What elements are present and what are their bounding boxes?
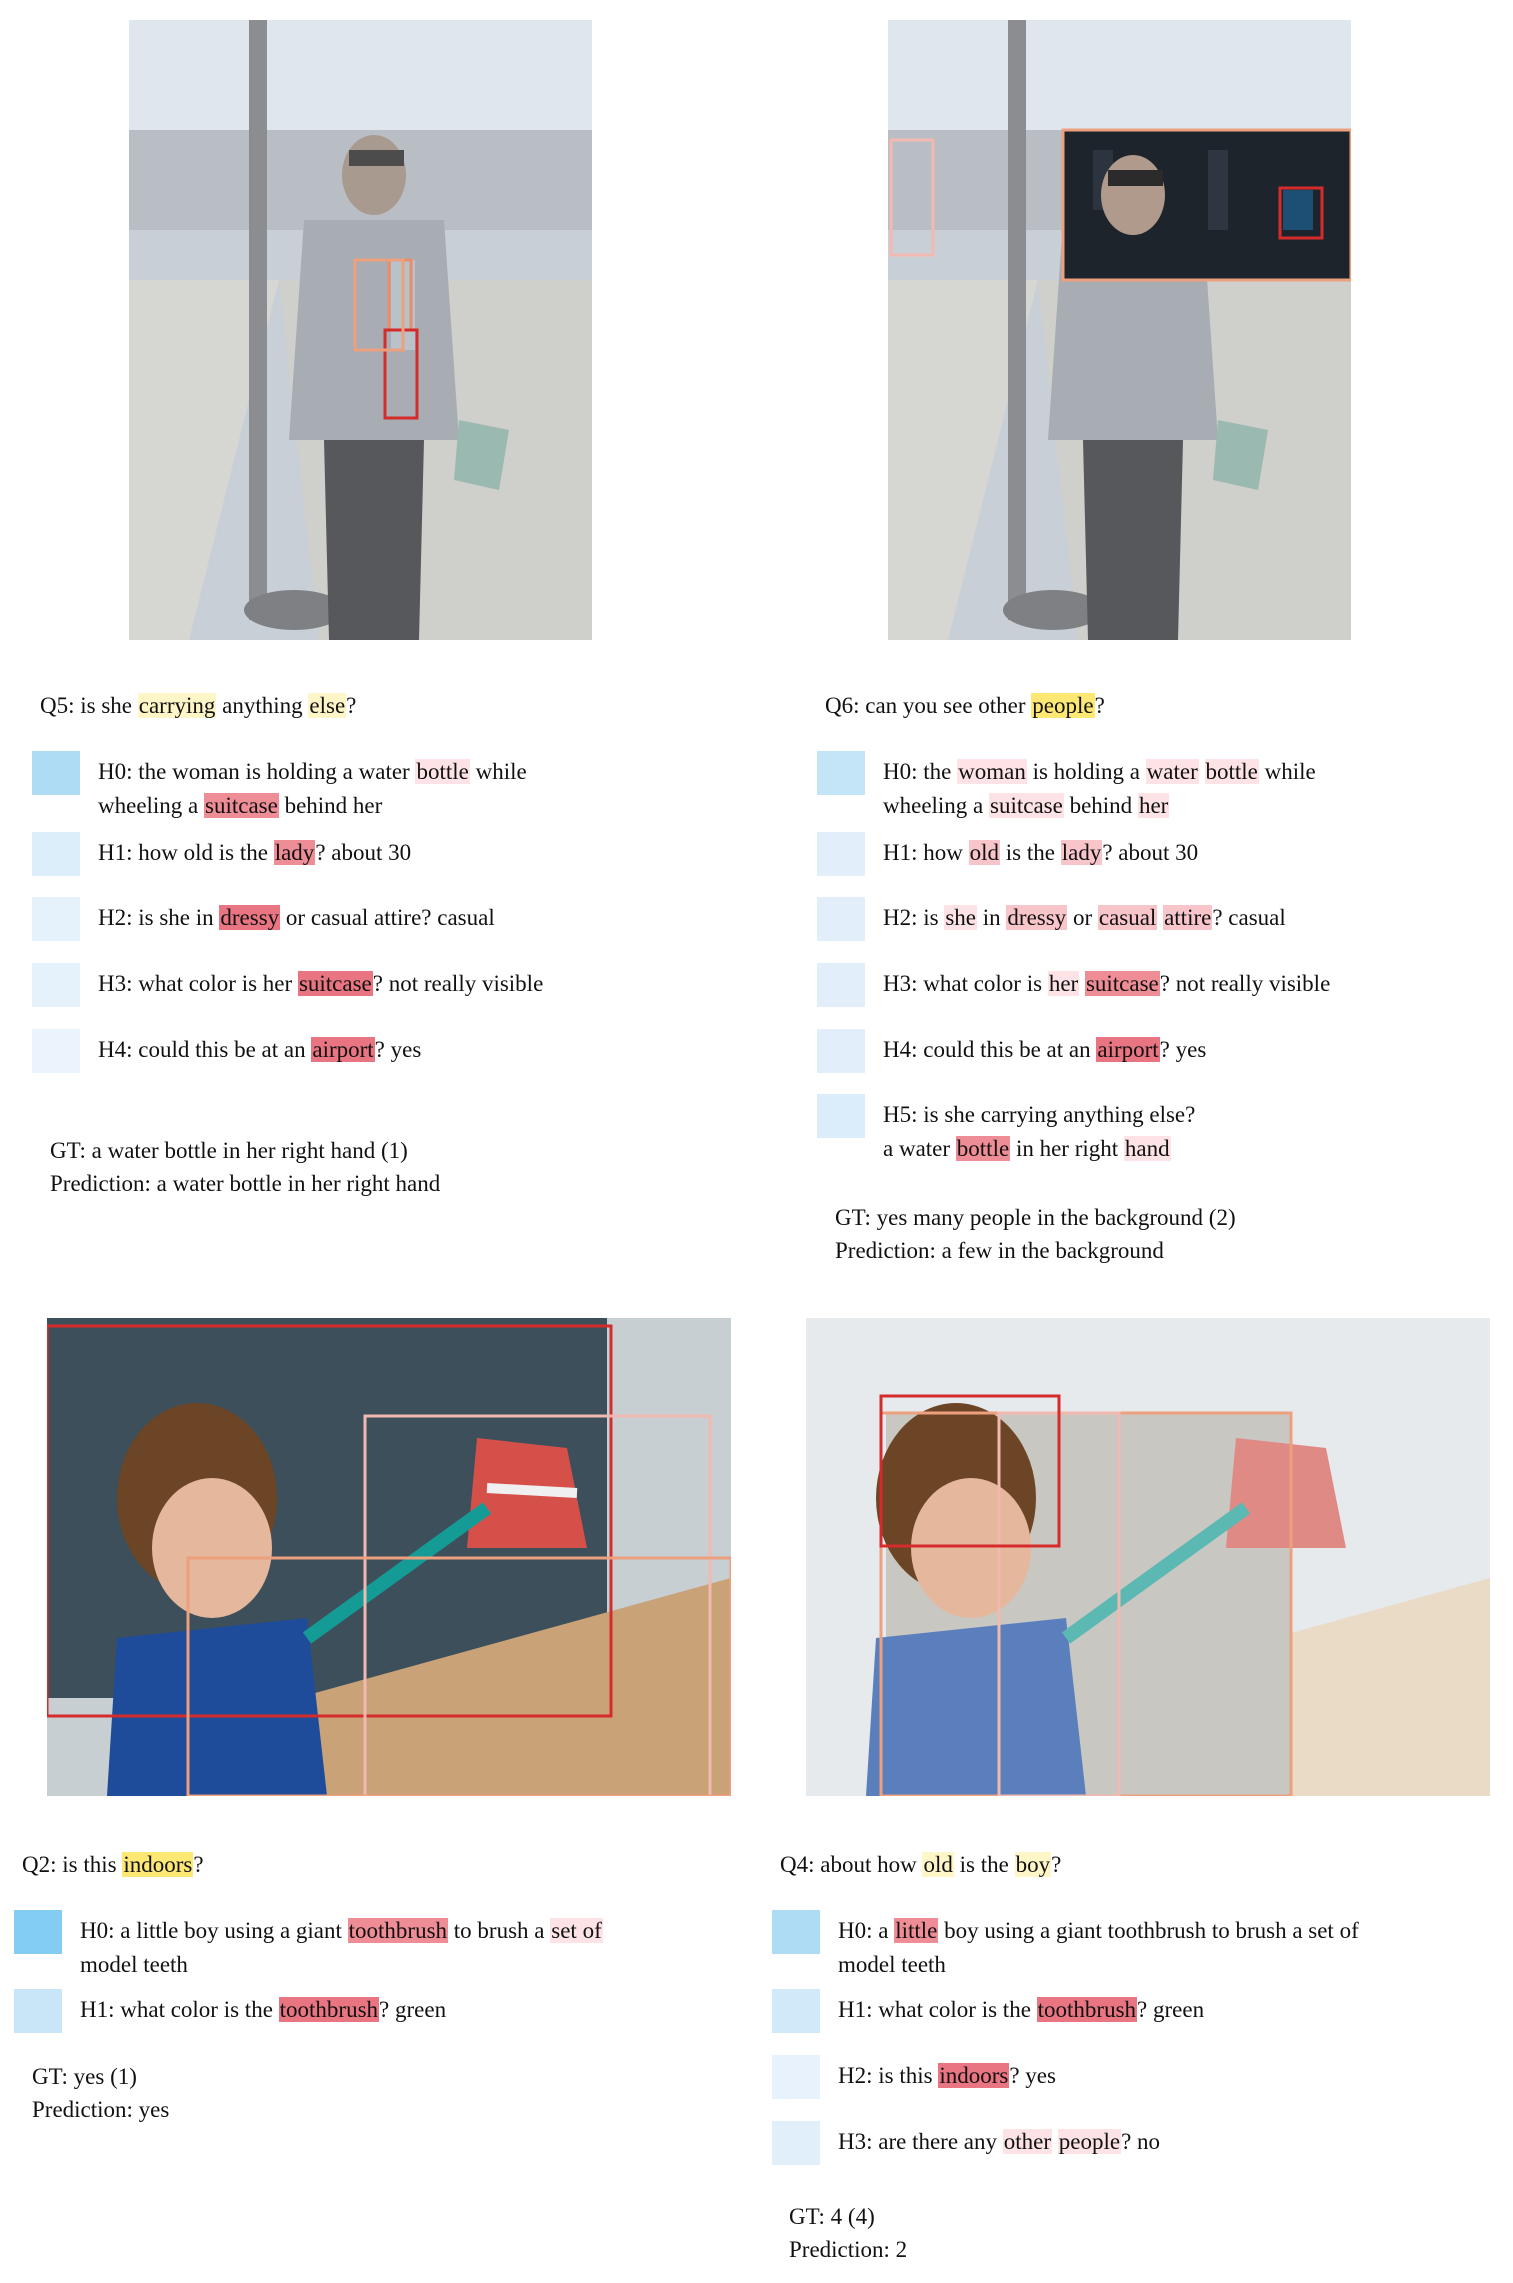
history-text — [98, 836, 411, 870]
history-row — [772, 2121, 1160, 2165]
attention-swatch — [32, 963, 80, 1007]
text-span: H3: what color is — [883, 971, 1048, 996]
history-text — [80, 1993, 446, 2027]
text-span: Q5: is she — [40, 693, 138, 718]
text-span: Q4: about how — [780, 1852, 923, 1877]
highlighted-word: set of — [551, 1918, 602, 1943]
text-span: H4: could this be at an — [98, 1037, 312, 1062]
text-span: ? casual — [1212, 905, 1286, 930]
history-row — [14, 1910, 603, 1982]
text-span: in — [977, 905, 1007, 930]
attention-swatch — [817, 963, 865, 1007]
text-span: is holding a — [1026, 759, 1146, 784]
history-text — [838, 1914, 1359, 1982]
text-span: ? not really visible — [1159, 971, 1331, 996]
history-text — [838, 1993, 1204, 2027]
history-text — [883, 967, 1330, 1001]
text-span: is the — [1000, 840, 1061, 865]
text-span: boy using a giant toothbrush to brush a set of — [938, 1918, 1359, 1943]
highlighted-word: suitcase — [1085, 971, 1159, 996]
text-span: ? green — [379, 1997, 447, 2022]
text-span: in her right — [1010, 1136, 1124, 1161]
history-text — [883, 1033, 1206, 1067]
highlighted-word: indoors — [939, 2063, 1009, 2088]
text-span: H0: the — [883, 759, 958, 784]
highlighted-word: water — [1146, 759, 1198, 784]
history-text — [883, 755, 1316, 823]
text-span: ? about 30 — [315, 840, 412, 865]
question-text — [780, 1852, 1061, 1878]
highlighted-word: other — [1003, 2129, 1052, 2154]
highlighted-word: old — [923, 1852, 953, 1877]
history-row — [32, 832, 411, 876]
attention-swatch — [772, 1989, 820, 2033]
history-text — [98, 755, 527, 823]
attention-swatch — [817, 751, 865, 795]
history-row — [817, 963, 1330, 1007]
text-span: model teeth — [80, 1952, 188, 1977]
highlighted-word: people — [1032, 693, 1094, 718]
highlighted-word: else — [309, 693, 346, 718]
text-span: H4: could this be at an — [883, 1037, 1097, 1062]
answer-block — [789, 2200, 907, 2266]
ground-truth-text: GT: 4 (4) — [789, 2204, 875, 2229]
text-span: or casual attire? casual — [280, 905, 495, 930]
text-span: H2: is she in — [98, 905, 220, 930]
highlighted-word: bottle — [1205, 759, 1258, 784]
text-span: H1: what color is the — [838, 1997, 1037, 2022]
text-span: H3: what color is her — [98, 971, 298, 996]
text-span: anything — [216, 693, 309, 718]
history-row — [32, 751, 527, 823]
photo-woman-q6 — [888, 20, 1351, 640]
history-row — [32, 963, 543, 1007]
text-span: is the — [953, 1852, 1015, 1877]
history-row — [817, 751, 1316, 823]
history-row — [772, 1910, 1359, 1982]
photo-boy-q2 — [47, 1318, 731, 1796]
text-span: ? — [346, 693, 357, 718]
text-span: H1: how old is the — [98, 840, 274, 865]
highlighted-word: people — [1058, 2129, 1121, 2154]
history-row — [817, 1094, 1195, 1166]
highlighted-word: lady — [1061, 840, 1102, 865]
highlighted-word: her — [1048, 971, 1079, 996]
attention-swatch — [32, 832, 80, 876]
text-span: ? yes — [1009, 2063, 1056, 2088]
ground-truth-text: GT: yes (1) — [32, 2064, 137, 2089]
text-span: wheeling a — [883, 793, 990, 818]
text-span: while — [1258, 759, 1316, 784]
highlighted-word: toothbrush — [279, 1997, 379, 2022]
text-span: H0: a little boy using a giant — [80, 1918, 348, 1943]
attention-swatch — [14, 1989, 62, 2033]
text-span: H3: are there any — [838, 2129, 1003, 2154]
history-text — [883, 1098, 1195, 1166]
text-span: H1: what color is the — [80, 1997, 279, 2022]
highlighted-word: her — [1138, 793, 1169, 818]
ground-truth-text: GT: a water bottle in her right hand (1) — [50, 1138, 408, 1163]
history-text — [98, 1033, 421, 1067]
history-text — [838, 2059, 1056, 2093]
text-span — [1052, 2129, 1058, 2154]
history-row — [817, 1029, 1206, 1073]
highlighted-word: airport — [312, 1037, 374, 1062]
highlighted-word: suitcase — [298, 971, 372, 996]
highlighted-word: suitcase — [205, 793, 278, 818]
attention-swatch — [817, 1094, 865, 1138]
text-span: H0: the woman is holding a water — [98, 759, 416, 784]
attention-swatch — [772, 2055, 820, 2099]
prediction-text: Prediction: a few in the background — [835, 1238, 1164, 1263]
photo-boy-q4 — [806, 1318, 1490, 1796]
text-span: a water — [883, 1136, 956, 1161]
text-span: ? yes — [374, 1037, 422, 1062]
highlighted-word: dressy — [220, 905, 280, 930]
question-text — [22, 1852, 204, 1878]
highlighted-word: toothbrush — [348, 1918, 448, 1943]
highlighted-word: suitcase — [990, 793, 1063, 818]
text-span: ? not really visible — [372, 971, 544, 996]
answer-block — [50, 1134, 440, 1200]
highlighted-word: bottle — [416, 759, 469, 784]
attention-swatch — [817, 832, 865, 876]
text-span: H0: a — [838, 1918, 895, 1943]
photo-woman-q5 — [129, 20, 592, 640]
history-text — [838, 2125, 1160, 2159]
text-span: ? no — [1121, 2129, 1161, 2154]
prediction-text: Prediction: a water bottle in her right hand — [50, 1171, 441, 1196]
text-span: to brush a — [448, 1918, 551, 1943]
text-span: H1: how — [883, 840, 969, 865]
highlighted-word: bottle — [956, 1136, 1010, 1161]
highlighted-word: dressy — [1007, 905, 1067, 930]
attention-swatch — [32, 897, 80, 941]
history-text — [98, 967, 543, 1001]
question-text — [40, 693, 356, 719]
history-text — [883, 901, 1286, 935]
answer-block — [32, 2060, 169, 2126]
prediction-text: Prediction: yes — [32, 2097, 170, 2122]
history-text — [98, 901, 495, 935]
text-span: wheeling a — [98, 793, 205, 818]
text-span: behind her — [278, 793, 383, 818]
text-span: behind — [1063, 793, 1138, 818]
text-span: Q6: can you see other — [825, 693, 1032, 718]
text-span: ? about 30 — [1102, 840, 1199, 865]
history-row — [817, 897, 1286, 941]
text-span: ? — [1051, 1852, 1062, 1877]
highlighted-word: lady — [274, 840, 315, 865]
history-row — [772, 1989, 1204, 2033]
highlighted-word: carrying — [138, 693, 216, 718]
text-span: ? yes — [1159, 1037, 1207, 1062]
attention-swatch — [817, 897, 865, 941]
text-span: model teeth — [838, 1952, 946, 1977]
attention-swatch — [772, 2121, 820, 2165]
prediction-text: Prediction: 2 — [789, 2237, 908, 2262]
highlighted-word: woman — [958, 759, 1026, 784]
text-span: H5: is she carrying anything else? — [883, 1102, 1196, 1127]
highlighted-word: attire — [1164, 905, 1212, 930]
highlighted-word: casual — [1098, 905, 1157, 930]
attention-swatch — [817, 1029, 865, 1073]
highlighted-word: old — [969, 840, 1000, 865]
text-span: ? — [193, 1852, 204, 1877]
highlighted-word: toothbrush — [1037, 1997, 1137, 2022]
text-span: ? green — [1137, 1997, 1205, 2022]
attention-swatch — [772, 1910, 820, 1954]
highlighted-word: indoors — [123, 1852, 193, 1877]
attention-swatch — [32, 751, 80, 795]
history-text — [883, 836, 1198, 870]
attention-swatch — [14, 1910, 62, 1954]
highlighted-word: boy — [1015, 1852, 1051, 1877]
history-row — [32, 1029, 421, 1073]
history-row — [772, 2055, 1056, 2099]
highlighted-word: airport — [1097, 1037, 1159, 1062]
highlighted-word: hand — [1124, 1136, 1170, 1161]
text-span: or — [1067, 905, 1098, 930]
question-text — [825, 693, 1105, 719]
highlighted-word: little — [895, 1918, 938, 1943]
answer-block — [835, 1201, 1236, 1267]
text-span: H2: is this — [838, 2063, 939, 2088]
history-row — [817, 832, 1198, 876]
highlighted-word: she — [945, 905, 977, 930]
history-row — [14, 1989, 446, 2033]
text-span: ? — [1094, 693, 1105, 718]
history-text — [80, 1914, 603, 1982]
ground-truth-text: GT: yes many people in the background (2) — [835, 1205, 1236, 1230]
text-span: Q2: is this — [22, 1852, 123, 1877]
text-span: H2: is — [883, 905, 945, 930]
attention-swatch — [32, 1029, 80, 1073]
text-span: while — [469, 759, 527, 784]
history-row — [32, 897, 495, 941]
text-span — [1199, 759, 1205, 784]
